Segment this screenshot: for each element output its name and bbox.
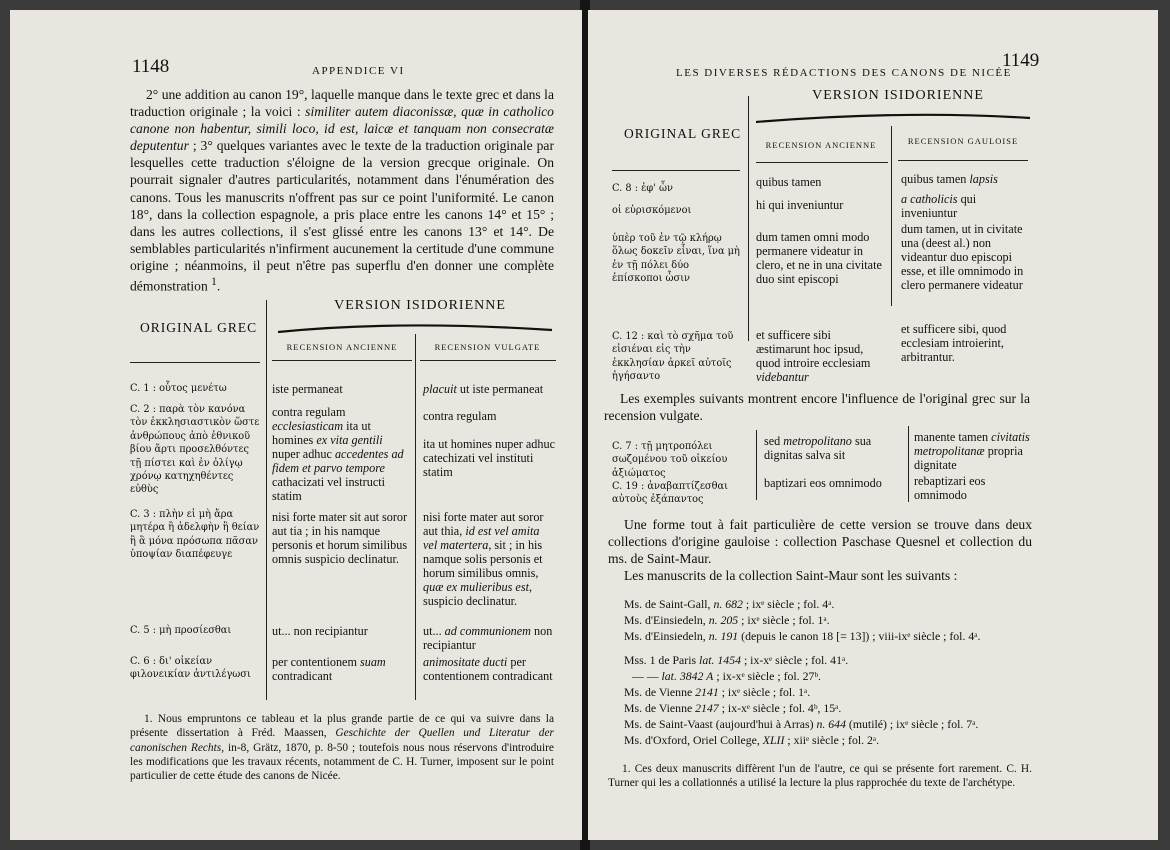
- gauloise-cell: et sufficere sibi, quod ecclesiam introierint, arbitrantur.: [901, 322, 1007, 364]
- footnote: 1. Nous empruntons ce tableau et la plus grande partie de ce qui va suivre dans la présente dissertation à Fréd. Maassen, Geschichte der Quellen und Literatur der canonischen Rechts, in-8, Grätz, 1870, p. 8-50 ; toutefois nous nous réservons d'introduire les modifications que les travaux récents, notamment de C. H. Turner, imposent sur le point particulier de cette étude des canons de Nicée.: [130, 713, 554, 783]
- ancienne-cell: ut... non recipiantur: [272, 624, 368, 638]
- header-recension-ancienne: RECENSION ANCIENNE: [286, 342, 398, 352]
- vulgate-cell: contra regulam ita ut homines nuper adhuc catechizati vel instituti statim: [423, 409, 555, 479]
- vulgate-cell: rebaptizari eos omnimodo: [914, 474, 986, 502]
- vulgate-cell: manente tamen civitatis metropolitanæ propria dignitate: [914, 430, 1030, 472]
- ancienne-cell: quibus tamen: [756, 175, 822, 189]
- header-original-grec: ORIGINAL GREC: [624, 126, 742, 141]
- footnote: 1. Ces deux manuscrits diffèrent l'un de l'autre, ce qui se présente fort rarement. C. H. Turner qui les a collationnés a utilisé la lecture la plus rapprochée du texte de l'archétype.: [608, 763, 1032, 790]
- header-recension-vulgate: RECENSION VULGATE: [434, 342, 541, 352]
- list-item: Ms. d'Einsiedeln, n. 191 (depuis le canon 18 [= 13]) ; viii-ixᵉ siècle ; fol. 4ᵃ.: [624, 629, 981, 643]
- list-item: Ms. de Vienne 2147 ; ix-xᵉ siècle ; fol. 4ᵇ, 15ᵃ.: [624, 701, 842, 715]
- header-rule: [756, 110, 1031, 126]
- gauloise-cell: a catholicis qui inveniuntur: [901, 192, 977, 220]
- ancienne-cell: hi qui inveniuntur: [756, 198, 844, 212]
- gauloise-cell: quibus tamen lapsis: [901, 172, 998, 186]
- header-recension-ancienne: RECENSION ANCIENNE: [765, 140, 877, 150]
- greek-cell: C. 5 : μὴ προσίεσθαι: [130, 625, 232, 636]
- page-number: 1149: [1002, 50, 1040, 71]
- intro-paragraph: 2° une addition au canon 19°, laquelle manque dans le texte grec et dans la traduction originale ; la voici : similiter autem diaconissæ, quæ in catholico canone non habentur, simili loco, id est, laicæ et tanquam non consecratæ deputentur ; 3° quelques variantes avec le texte de la traduction originale par lesquelles cette traduction s'éloigne de la version grecque originale. On pourrait signaler d'autres particularités, notamment dans l'énumération des canons. Tous les manuscrits n'offrent pas sur ce point l'uniformité. Le canon 18°, dans la collection espagnole, a pris place entre les canons 14° et 15° ; dans les autres collections, il s'est glissé entre les canons 13° et 14°. De semblables particularités n'infirment aucunement la certitude d'une commune origine ; néanmoins, il peut n'être pas superflu d'en donner une complète démonstration $^1$.: [130, 87, 554, 294]
- examples-paragraph: Les exemples suivants montrent encore l'influence de l'original grec sur la recension vulgate.: [604, 391, 1030, 424]
- header-version-isidorienne: VERSION ISIDORIENNE: [334, 298, 506, 313]
- vulgate-cell: animositate ducti per contentionem contradicant: [423, 655, 553, 683]
- greek-cell: C. 7 : τῇ μητροπόλει σωζομένου τοῦ οἰκείου ἀξιώματος: [612, 441, 728, 479]
- running-title: APPENDICE VI: [312, 65, 405, 77]
- header-original-grec: ORIGINAL GREC: [140, 320, 258, 335]
- list-item: — — lat. 3842 A ; ix-xᵉ siècle ; fol. 27ᵇ.: [632, 669, 821, 683]
- greek-cell: C. 8 : ἐφ' ὧν: [612, 183, 674, 194]
- left-page: [10, 10, 582, 840]
- ancienne-cell: contra regulam ecclesiasticam ita ut homines ex vita gentili nuper adhuc accedentes ad fidem et parvo tempore cathacizati vel instructi statim: [272, 405, 404, 503]
- right-page: [588, 10, 1158, 840]
- manuscript-list: [624, 596, 980, 748]
- ancienne-cell: et sufficere sibi æstimarunt hoc ipsud, quod introire ecclesiam videbantur: [756, 328, 871, 384]
- page-number: 1148: [132, 56, 170, 77]
- greek-cell: C. 19 : ἀναβαπτίζεσθαι αὐτοὺς ἐξάπαντος: [612, 481, 728, 506]
- ancienne-cell: per contentionem suam contradicant: [272, 655, 386, 683]
- gauloise-cell: dum tamen, ut in civitate una (deest al.) non videantur duo episcopi esse, et ille omnimodo in clero permanere videatur: [901, 222, 1024, 292]
- ancienne-cell: dum tamen omni modo permanere videatur in clero, et ne in una civitate duo sint episcopi: [756, 230, 882, 286]
- list-item: Ms. de Saint-Vaast (aujourd'hui à Arras) n. 644 (mutilé) ; ixᵉ siècle ; fol. 7ᵃ.: [624, 717, 979, 731]
- greek-cell: C. 6 : δι' οἰκείαν φιλονεικίαν ἀντιλέγωσι: [130, 656, 251, 681]
- header-rule: [278, 318, 553, 334]
- greek-cell: C. 3 : πλὴν εἰ μὴ ἄρα μητέρα ἢ ἀδελφὴν ἢ θείαν ἢ ἃ μόνα πρόσωπα πᾶσαν ὑποψίαν διαπέφευγε: [130, 509, 260, 561]
- header-version-isidorienne: VERSION ISIDORIENNE: [812, 88, 984, 103]
- vulgate-cell: ut... ad communionem non recipiantur: [423, 624, 553, 652]
- header-recension-gauloise: RECENSION GAULOISE: [907, 136, 1019, 146]
- ancienne-cell: nisi forte mater sit aut soror aut tia ; in his namque personis et horum similibus omnis suspicio declinatur.: [272, 510, 408, 566]
- vulgate-cell: nisi forte mater aut soror aut thia, id est vel amita vel matertera, sit ; in his namque solis personis et horum similibus omnis, quæ ex mulieribus est, suspicio declinatur.: [423, 510, 544, 608]
- forme-paragraph: Une forme tout à fait particulière de cette version se trouve dans deux collections d'origine gauloise : collection Paschase Quesnel et collection du ms. de Saint-Maur. Les manuscrits de la collection Saint-Maur sont les suivants :: [608, 517, 1032, 584]
- list-item: Mss. 1 de Paris lat. 1454 ; ix-xᵉ siècle ; fol. 41ᵃ.: [624, 653, 849, 667]
- greek-cell: ὑπὲρ τοῦ ἐν τῷ κλήρῳ ὅλως δοκεῖν εἶναι, ἵνα μὴ ἐν τῇ πόλει δύο ἐπίσκοποι ὦσιν: [612, 233, 740, 285]
- greek-cell: C. 2 : παρὰ τὸν κανόνα τὸν ἐκκλησιαστικὸν ὥστε ἀνθρώπους ἀπὸ ἐθνικοῦ βίου ἄρτι προσελθόντες τῇ πίστει καὶ ἐν ὀλίγῳ χρόνῳ κατηχηθέντες εὐθὺς: [130, 404, 260, 496]
- list-item: Ms. de Vienne 2141 ; ixᵉ siècle ; fol. 1ᵃ.: [624, 685, 811, 699]
- greek-cell: C. 1 : οὗτος μενέτω: [130, 383, 227, 394]
- ancienne-cell: iste permaneat: [272, 382, 343, 396]
- greek-cell: C. 12 : καὶ τὸ σχῆμα τοῦ εἰσιέναι εἰς τὴν ἐκκλησίαν ἀρκεῖ αὐτοῖς ἡγήσαντο: [612, 331, 734, 383]
- ancienne-cell: sed metropolitano sua dignitas salva sit: [764, 434, 872, 462]
- list-item: Ms. de Saint-Gall, n. 682 ; ixᵉ siècle ; fol. 4ᵃ.: [624, 597, 835, 611]
- ancienne-cell: baptizari eos omnimodo: [764, 476, 882, 490]
- greek-cell: οἱ εὑρισκόμενοι: [612, 205, 692, 216]
- list-item: Ms. d'Einsiedeln, n. 205 ; ixᵉ siècle ; fol. 1ᵃ.: [624, 613, 830, 627]
- vulgate-cell: placuit ut iste permaneat: [423, 382, 544, 396]
- running-title: LES DIVERSES RÉDACTIONS DES CANONS DE NICÉE: [676, 67, 1012, 79]
- list-item: Ms. d'Oxford, Oriel College, XLII ; xiiᵉ siècle ; fol. 2ᵃ.: [624, 733, 880, 747]
